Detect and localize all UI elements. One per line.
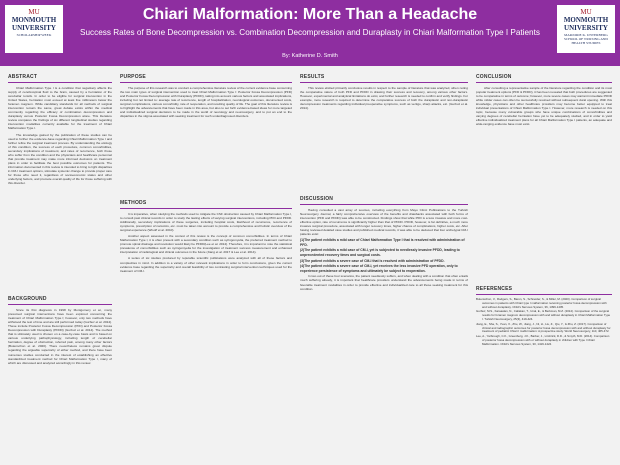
conclusion-section [476,74,612,128]
archetype-item: (3)The patient exhibits a severe case of CM-I that is resolved with administration of PFDD. [300,258,445,263]
conclusion-divider [476,82,612,83]
methods-text [120,212,292,273]
background-text [8,308,112,365]
abstract-text [8,86,112,185]
discussion-closing-text [300,274,468,290]
methods-paragraph: Another aspect assessed in the context of this review is the concept of common comorbidities. In terms of Chiari Malformation Type I, it is often present with a secondary condition such as syringomyelia, the preferred treatment method to promote spinal drainage and resolution would likely be PFDD(Lee et al. 2014). Therefore, it is important to note the statistical prevalence of comorbidities such as syringomyelia for the investigation of treatment success measurement and enhanced interpretation of radiological and clinical outcomes in the future (Jiang et al. 2017 & Lee et al. 2014). [120,234,292,255]
archetype-item: (1)The patient exhibits a mild case of Chiari Malformation Type I that is resolved with administration of PFD. [300,238,465,247]
right-logo-mark: MU [580,8,592,16]
background-divider [8,304,112,305]
left-logo-name: MONMOUTH UNIVERSITY [11,16,57,32]
right-logo-name: MONMOUTH UNIVERSITY [563,16,609,32]
poster-subtitle: Success Rates of Bone Decompression vs. Combination Decompression and Duraplasty in Chiari Malformation Type I Patients [80,28,540,37]
discussion-text [300,208,468,236]
archetype-item: (2)The patient exhibits a mild case of CM-I, yet is subjected to needlessly invasive PFDD, leading to unprecedented recovery times and surgical costs. [300,248,460,257]
discussion-heading: DISCUSSION [300,196,334,202]
conclusion-text [476,86,612,126]
purpose-divider [120,82,292,83]
reference-entry: Jiang, E., Sha, S., Yuan, X., Zhu, W., Jiang, J., Ni, H., Liu, Z., Qiu, Y., & Zhu, Z. (2017). Comparison of clinical and radiographic outcomes for posterior fossa decompression with and without duraplasty for treatment of pediatric Chiari I malformation: A prospective study. World Neurosurgery, 110, 465-472. [476,321,611,334]
results-heading: RESULTS [300,74,325,80]
references-heading: REFERENCES [476,286,513,292]
abstract-divider [8,82,112,83]
conclusion-heading: CONCLUSION [476,74,512,80]
background-paragraph: Since its first diagnosis in 1998 by Montgomery et al., many presumed surgical interventions have been explored concerning the treatment of Chiari Malformation Type I; however, only two methods have withstood the test of time and are still performed today (Gurbuz et al. 2014). These include Posterior Fossa Decompression (PFD) and Posterior Fossa Decompression with Duraplasty (PFDD) (Gurbuz et al. 2014). The method that is ultimately used is chosen on a case-by-case basis and is based on various underlying pathophysiology, including length of cerebellar herniation, degree of obstruction, referred pain, among many other factors (Butenschon et al. 2020). There nevertheless remains great dispute regarding the arguable superiority of either method, and there have been numerous studies conducted in the interest of establishing an effective standardized treatment method for Chiari Malformation Type I, many of which are discussed and analyzed accordingly in this review. [8,308,112,365]
results-paragraph: This review elicited primarily conclusive results in respect to the sample of literature that was analyzed, when noting the comparative nature of both PFD and PFDD in drawing their success and recovery, among various other factors. However, experimental and analytical limitations do exist, and further research is needed to confirm and verify findings. For example, more research is required to determine the comparative success of both the duraplastic and non-duraplastic decompression treatments regarding individual preoperative symptoms, such as vertigo, sharp attacks, etc. (Gurbuz et al. 2014). [300,86,468,111]
abstract-heading: ABSTRACT [8,74,38,80]
results-section [300,74,468,112]
left-logo-sub: SCHOLARSHIP WEEK [16,33,52,37]
methods-paragraph: A series of six studies produced by reputable scientific publications were analyzed with all of these factors and complexities in mind. In addition to a variety of other relevant implications in order to form conclusions, given the current evidence base regarding the superiority and overall feasibility of two contrasting surgical intervention techniques used for the treatment of CM-I. [120,256,292,273]
methods-divider [120,208,292,209]
header-banner [0,0,620,66]
abstract-paragraph: The knowledge gained by the publication of these studies can be used to further the evidence-base regarding Chiari Malformation Type I and further refine the surgical treatment process. By understanding the etiology of this condition, the success of each procedure, common comorbidities, secondary implications of treatment, and rates of recurrence, both those who suffer from the condition and the physicians and healthcare personnel that provide treatment may make more informed decisions on treatment plans in order to facilitate the best possible outcomes for patients. The information documented in this review is intended to bring to light disparities in CM-I treatment options, stimulate systemic change to provide proper care for those who need it, regardless of socioeconomic status and other underlying factors, and promote overall quality of life for those suffering with this disorder. [8,132,112,186]
reference-entry: Lee, A., Yarbrough, C.K., Greenberg, J.K., Barber, J., Limbrick, D.D., & Smyth, M.D. (2014). Comparison of posterior fossa decompression with or without duraplasty in children with Type I Chiari Malformation. Child's Nervous System, 30, 1419-1424. [476,334,610,346]
left-university-logo [5,5,63,53]
methods-heading: METHODS [120,200,147,206]
background-section [8,296,112,367]
abstract-paragraph: Chiari Malformation Type I is a condition that negatively affects the supply of cerebrospinal fluid to the brain, caused by a herniation of the cerebellar tonsils. In order to be eligible for surgical intervention in the United States, herniation must exceed at least five millimeters below the foramen magnum. While candidacy standards for all methods of surgical intervention remain the same, great debate exists within the medical community regarding the efficacy of combination decompression and duraplasty versus Posterior Fossa Decompression alone. This literature review compares the findings of six different longitudinal studies regarding intervention modalities currently available for the treatment of Chiari Malformation Type I. [8,86,112,131]
discussion-closing-paragraph: In two out of these four scenarios, the patient needlessly suffers, and when dealing with a condition that often entails much suffering already, it is important that healthcare providers understand the advancements being made in terms of favorable treatment modalities in order to provide effective and individualized care to all those seeking treatment for this condition. [300,274,468,291]
discussion-divider [300,204,468,205]
discussion-section [300,196,468,293]
conclusion-paragraph: After consulting a representative sample of the literature regarding the condition and its most popular treatment options (PFD & PFDD), it has been revealed that both procedures are suggested to be comparative in terms of outcome; however, more severe cases may warrant immediate PFDD while milder cases can often be successfully resolved without subsequent dural opening. With this knowledge, physicians and other healthcare providers may become better equipped to treat individual presentations of Chiari Malformation Type I. However, more research is needed on this topic, because many vulnerable groups who have unique combinations of comorbidities and varying degrees of cerebellar herniation have yet to be adequately studied, and in order to yield effective individualized treatment plans for all Chiari Malformation Type I patients, an adequate and wide-ranging evidence base must exist. [476,86,613,127]
archetype-item: (4)The patient exhibits a severe case of CM-I, yet receives the less invasive PFD operation, only to experience persistence of symptoms and ultimately be subject to reoperation. [300,264,458,273]
results-text [300,86,468,110]
left-logo-mark: MU [28,8,40,16]
methods-section [120,200,292,275]
right-logo-sub: MARJORIE K. UNTERBERG SCHOOL OF NURSING AND HEALTH STUDIES [564,33,608,45]
reference-entry: Butenschon, V., Rodgers, S., Baron, S., Schneider, S., & Miller, M. (2020). Comparison of surgical outcomes in patients with Chiari type I malformation receiving posterior fossa decompression with and without duraplasty. Child's Nervous System, 36, 1399-1405. [476,297,607,309]
purpose-section [120,74,292,120]
results-divider [300,82,468,83]
reference-entry: Gurbuz, M.S., Karaaslan, N., Caliskan, T., Unal, E., & Berkman, M.Z. (2014). Comparison of the surgical results for foramen magnum decompression with and without duraplasty in Chiari Malformation Type I. Turkish Neurosurgery, 25(3), 419-424. [476,309,611,321]
purpose-heading: PURPOSE [120,74,146,80]
background-heading: BACKGROUND [8,296,47,302]
purpose-paragraph: The purpose of this research was to conduct a comprehensive literature review of the current evidence base concerning the two main types of surgical intervention used to treat Chiari Malformation Type I: Posterior Fossa Decompression (PFD) and Posterior Fossa Decompression with Duraplasty (PFDD), taking into account various factors and associated implications, including but not limited to: average rate of recurrence, length of hospitalization, neurological outcomes, documented costs, surgical complications, various comorbidity, rate of reoperation, and resulting quality of life. The goal of this literature review is to highlight the advancements that have been made in this area, but also to set forth evidence-based ideas for more targeted and individualized surgical decisions to be made in the world of neurology and neurosurgery, and to put an end to the disparities in the stigma associated with seeking treatment for such underdiagnosed disorders. [120,86,292,119]
right-university-logo [557,5,615,53]
purpose-text [120,86,292,118]
references-divider [476,294,612,295]
poster-title: Chiari Malformation: More Than a Headache [142,6,478,23]
methods-paragraph: It is imperative, when studying the methods used to mitigate the CSF obstruction caused by Chiari Malformation Type I, to consult past clinical records in order to study the lasting effects of varying surgical interventions, including PFD and PFDD. Additionally, secondary implications of these surgeries, including hospital costs, likelihood of recurrence, recurrence of symptoms, prescription of narcotics, etc. must be taken into account to provide a comprehensive and holistic overview of the surgical experience (Wisoff et al. 2010). [120,212,292,233]
discussion-paragraph: Having consulted a vast array of sources, including everything from Mayo Clinic Publications to the Turkish Neurosurgery Journal, a fairly comprehensive overview of the benefits and drawbacks associated with both forms of intervention (PFD and PFDD) was able to be constructed. Findings show that while PFD is a less invasive and more cost-effective option, rate of recurrence is significantly higher than that of PFDD. PFDD, however, is far definitive, a much more invasive surgical procedure, associated with longer recovery times, higher chance of complications, higher costs, etc. After having reviewed detailed case studies and published medical records, it was able to be deduced that four archetypal CM-I patients exist: [300,208,468,237]
abstract-section [8,74,112,187]
poster-author: By: Katherine D. Smith [282,53,338,59]
references-section [476,286,612,348]
